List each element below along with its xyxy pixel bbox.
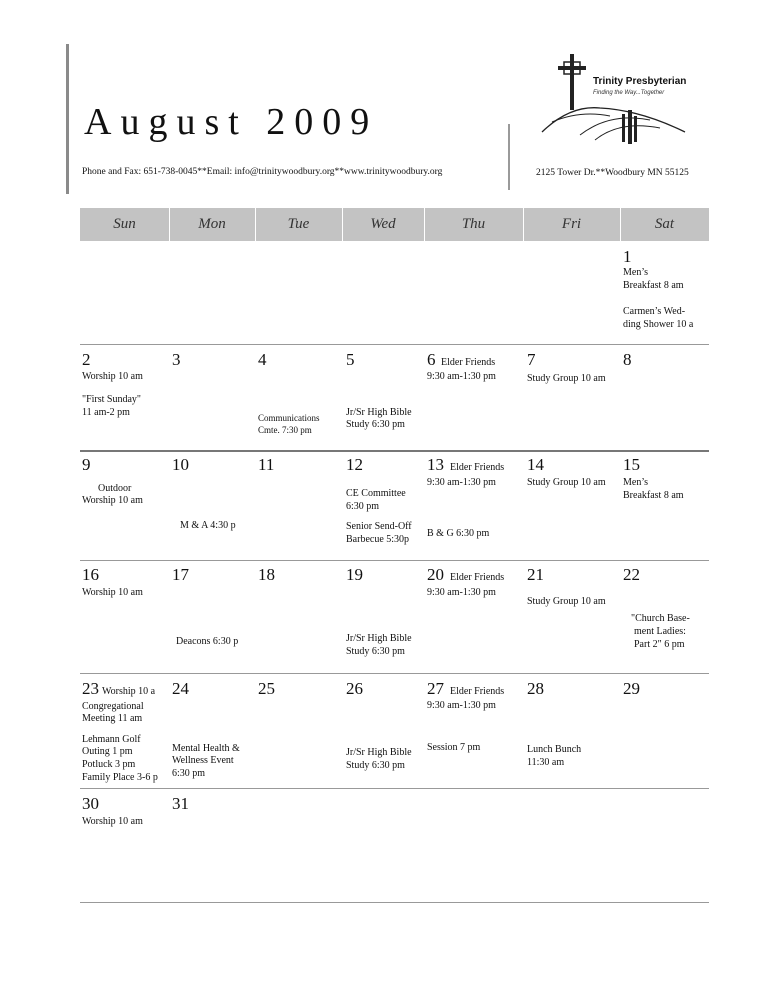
- day-number: 6: [427, 350, 436, 369]
- event-text: Worship 10 am: [82, 371, 143, 382]
- event-text: 9:30 am-1:30 pm: [427, 587, 496, 598]
- event-text: M & A 4:30 p: [180, 520, 236, 531]
- event-text: Study 6:30 pm: [346, 646, 405, 657]
- event-text: 11 am-2 pm: [82, 407, 130, 418]
- weekday-header-thu: Thu: [424, 208, 523, 241]
- header-separator: [342, 208, 343, 241]
- event-text: Lehmann Golf: [82, 734, 141, 745]
- header-separator: [169, 208, 170, 241]
- event-text: Potluck 3 pm: [82, 759, 136, 770]
- event-text: Elder Friends: [450, 686, 505, 697]
- day-number: 12: [346, 455, 363, 474]
- event-text: Men’s: [623, 267, 648, 278]
- day-number: 20: [427, 565, 444, 584]
- header-separator: [424, 208, 425, 241]
- event-text: Elder Friends: [450, 462, 505, 473]
- week-divider: [80, 788, 709, 789]
- day-number: 5: [346, 350, 355, 369]
- weekday-header-mon: Mon: [169, 208, 255, 241]
- event-text: Family Place 3-6 p: [82, 772, 158, 783]
- event-text: Breakfast 8 am: [623, 280, 684, 291]
- week-divider: [80, 902, 709, 903]
- event-text: Wellness Event: [172, 755, 234, 766]
- day-number: 31: [172, 794, 189, 813]
- event-text: Men’s: [623, 477, 648, 488]
- event-text: Senior Send-Off: [346, 521, 412, 532]
- event-text: Elder Friends: [441, 357, 496, 368]
- day-number: 23: [82, 679, 99, 698]
- event-text: Outing 1 pm: [82, 746, 133, 757]
- page-title: August 2009: [84, 101, 379, 143]
- day-number: 26: [346, 679, 363, 698]
- event-text: Jr/Sr High Bible: [346, 747, 412, 758]
- day-number: 15: [623, 455, 640, 474]
- day-number: 18: [258, 565, 275, 584]
- day-number: 1: [623, 247, 632, 266]
- day-number: 24: [172, 679, 189, 698]
- day-number: 7: [527, 350, 536, 369]
- event-text: ding Shower 10 a: [623, 319, 694, 330]
- event-text: Study 6:30 pm: [346, 419, 405, 430]
- event-text: 6:30 pm: [172, 768, 206, 779]
- week-divider: [80, 344, 709, 345]
- day-number: 28: [527, 679, 544, 698]
- event-text: Communications: [258, 413, 320, 423]
- day-number: 14: [527, 455, 544, 474]
- header-divider: [508, 124, 510, 190]
- event-text: ment Ladies:: [634, 626, 686, 637]
- weekday-header-sat: Sat: [620, 208, 709, 241]
- header-separator: [523, 208, 524, 241]
- day-number: 11: [258, 455, 275, 474]
- day-number: 30: [82, 794, 99, 813]
- event-text: Deacons 6:30 p: [176, 636, 239, 647]
- event-text: Session 7 pm: [427, 742, 481, 753]
- day-number: 9: [82, 455, 91, 474]
- event-text: Study Group 10 am: [527, 373, 606, 384]
- day-number: 3: [172, 350, 181, 369]
- day-number: 27: [427, 679, 444, 698]
- weekday-header-sun: Sun: [80, 208, 169, 241]
- day-number: 2: [82, 350, 91, 369]
- day-number: 13: [427, 455, 444, 474]
- weekday-header-wed: Wed: [342, 208, 424, 241]
- event-text: Outdoor: [98, 483, 132, 494]
- event-text: Carmen’s Wed-: [623, 306, 686, 317]
- event-text: Breakfast 8 am: [623, 490, 684, 501]
- day-number: 25: [258, 679, 275, 698]
- event-text: Jr/Sr High Bible: [346, 407, 412, 418]
- day-number: 19: [346, 565, 363, 584]
- event-text: Study Group 10 am: [527, 477, 606, 488]
- day-number: 22: [623, 565, 640, 584]
- day-number: 4: [258, 350, 267, 369]
- event-text: Elder Friends: [450, 572, 505, 583]
- event-text: Lunch Bunch: [527, 744, 582, 755]
- week-divider: [80, 560, 709, 561]
- event-text: Worship 10 am: [82, 816, 143, 827]
- event-text: "First Sunday": [82, 394, 142, 405]
- left-accent-bar: [66, 44, 69, 194]
- event-text: Part 2" 6 pm: [634, 639, 685, 650]
- day-number: 8: [623, 350, 632, 369]
- event-text: Congregational: [82, 701, 144, 712]
- event-text: Study 6:30 pm: [346, 760, 405, 771]
- day-number: 17: [172, 565, 189, 584]
- event-text: 9:30 am-1:30 pm: [427, 371, 496, 382]
- event-text: Study Group 10 am: [527, 596, 606, 607]
- header-separator: [255, 208, 256, 241]
- church-logo-cross-icon: [540, 50, 690, 165]
- week-divider: [80, 450, 709, 452]
- day-number: 29: [623, 679, 640, 698]
- church-address: 2125 Tower Dr.**Woodbury MN 55125: [536, 168, 689, 178]
- day-number: 21: [527, 565, 544, 584]
- event-text: Mental Health &: [172, 743, 240, 754]
- event-text: Worship 10 am: [82, 495, 143, 506]
- event-text: Worship 10 am: [82, 587, 143, 598]
- event-text: B & G 6:30 pm: [427, 528, 490, 539]
- event-text: 9:30 am-1:30 pm: [427, 700, 496, 711]
- event-text: CE Committee: [346, 488, 406, 499]
- logo-name: Trinity Presbyterian: [593, 76, 687, 87]
- event-text: Worship 10 a: [102, 686, 156, 697]
- day-number: 16: [82, 565, 99, 584]
- contact-info: Phone and Fax: 651-738-0045**Email: info@trinitywoodbury.org**www.trinitywoodbury.org: [82, 167, 443, 177]
- event-text: "Church Base-: [631, 613, 690, 624]
- day-number: 10: [172, 455, 189, 474]
- logo-tagline: Finding the Way...Together: [593, 90, 665, 96]
- event-text: 11:30 am: [527, 757, 565, 768]
- weekday-header-fri: Fri: [523, 208, 620, 241]
- event-text: 9:30 am-1:30 pm: [427, 477, 496, 488]
- weekday-header-tue: Tue: [255, 208, 342, 241]
- event-text: Meeting 11 am: [82, 713, 143, 724]
- event-text: Jr/Sr High Bible: [346, 633, 412, 644]
- header-separator: [620, 208, 621, 241]
- event-text: Barbecue 5:30p: [346, 534, 410, 545]
- event-text: Cmte. 7:30 pm: [258, 425, 312, 435]
- event-text: 6:30 pm: [346, 501, 380, 512]
- week-divider: [80, 673, 709, 674]
